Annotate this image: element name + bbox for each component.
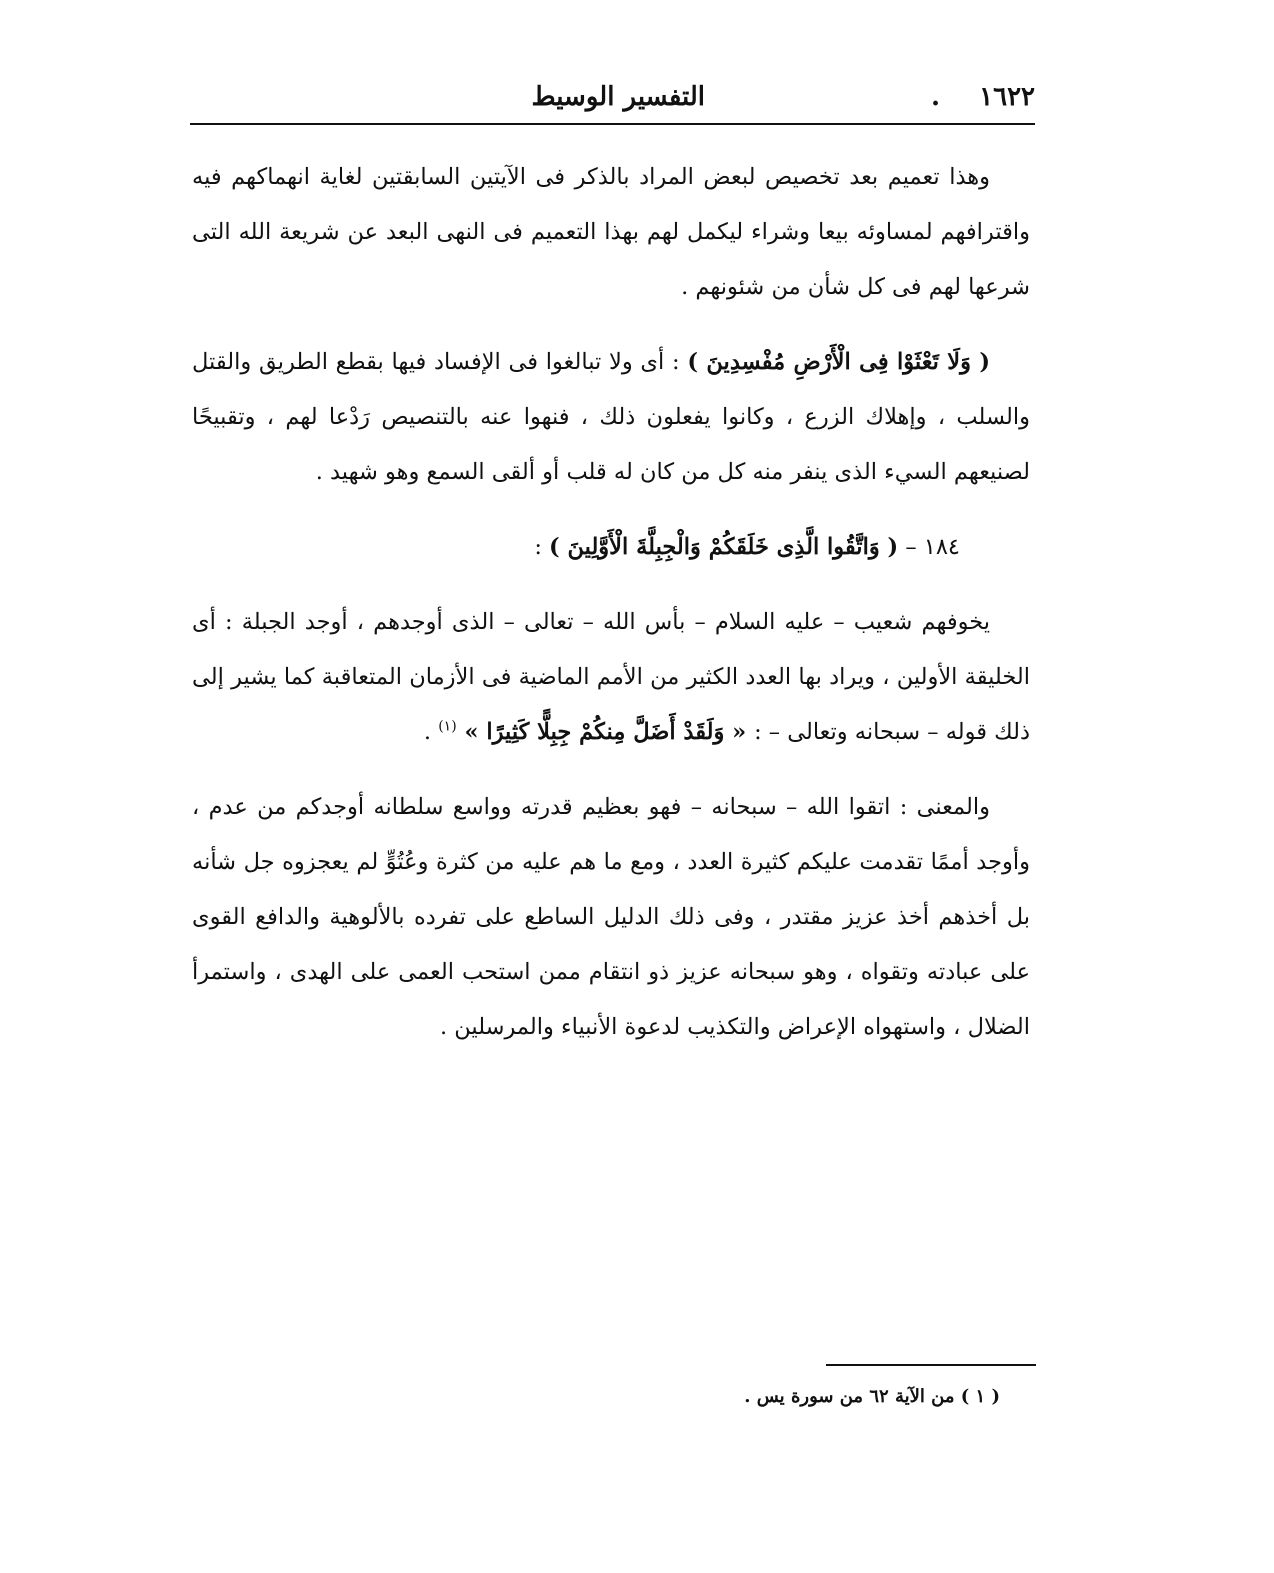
verse-184-suffix: :: [534, 534, 550, 560]
page-number: ١٦٢٢: [979, 82, 1035, 112]
paragraph-generalization: وهذا تعميم بعد تخصيص لبعض المراد بالذكر فى الآيتين السابقتين لغاية انهماكهم فيه واقترافهم لمساوئه بيعا وشراء ليكمل لهم بهذا التعميم فى النهى البعد عن شريعة الله التى شرعها لهم فى كل شأن من شئونهم .: [192, 164, 1030, 300]
paragraph-verse-explanation-cont: والقتل والسلب ، وإهلاك الزرع ، وكانوا يفعلون ذلك ، فنهوا عنه بالتنصيص رَدْعا لهم ، وتقبيحًا لصنيعهم السيء الذى ينفر منه كل من كان له قلب أو ألقى السمع وهو شهيد .: [192, 349, 1030, 485]
verse-number: ١٨٤ –: [898, 534, 960, 560]
footnote-reference: (١): [438, 718, 457, 735]
verse-184-heading: [192, 520, 1030, 575]
running-title: التفسير الوسيط: [531, 82, 705, 112]
header-separator: .: [930, 82, 940, 112]
page-header: [190, 78, 1035, 118]
footnote: ( ١ ) من الآية ٦٢ من سورة يس .: [744, 1386, 1000, 1407]
paragraph-shuayb-text: يخوفهم شعيب – عليه السلام – بأس الله – تعالى – الذى أوجدهم ، أوجد الجبلة : أى الخليقة الأولين ، ويراد بها العدد الكثير من الأمم الماضية فى الأزمان المتعاقبة كما يشير إلى ذلك قوله – سبحانه وتعالى – :: [192, 609, 1030, 745]
paragraph-verse-explanation: [192, 335, 1030, 500]
paragraph-shuayb: [192, 595, 1030, 760]
quran-verse-184: ( وَاتَّقُوا الَّذِى خَلَقَكُمْ وَالْجِبِلَّةَ الْأَوَّلِينَ ): [549, 534, 899, 560]
header-rule: [190, 123, 1035, 125]
verse-1-explanation: : أى ولا تبالغوا فى الإفساد فيها بقطع الطريق: [258, 349, 688, 375]
quran-verse-no-corruption: ( وَلَا تَعْثَوْا فِى الْأَرْضِ مُفْسِدِينَ ): [687, 349, 991, 375]
quote-end: .: [423, 719, 439, 745]
footnote-rule: [826, 1364, 1036, 1366]
quran-quote-yasin: « وَلَقَدْ أَضَلَّ مِنكُمْ جِبِلًّا كَثِيرًا »: [456, 719, 755, 745]
main-text: [192, 150, 1030, 1075]
paragraph-meaning: والمعنى : اتقوا الله – سبحانه – فهو بعظيم قدرته وواسع سلطانه أوجدكم من عدم ، وأوجد أممًا تقدمت عليكم كثيرة العدد ، ومع ما هم عليه من كثرة وعُتُوٍّ لم يعجزوه جل شأنه بل أخذهم أخذ عزيز مقتدر ، وفى ذلك الدليل الساطع على تفرده بالألوهية والدافع القوى على عبادته وتقواه ، وهو سبحانه عزيز ذو انتقام ممن استحب العمى على الهدى ، واستمرأ الضلال ، واستهواه الإعراض والتكذيب لدعوة الأنبياء والمرسلين .: [192, 794, 1030, 1040]
